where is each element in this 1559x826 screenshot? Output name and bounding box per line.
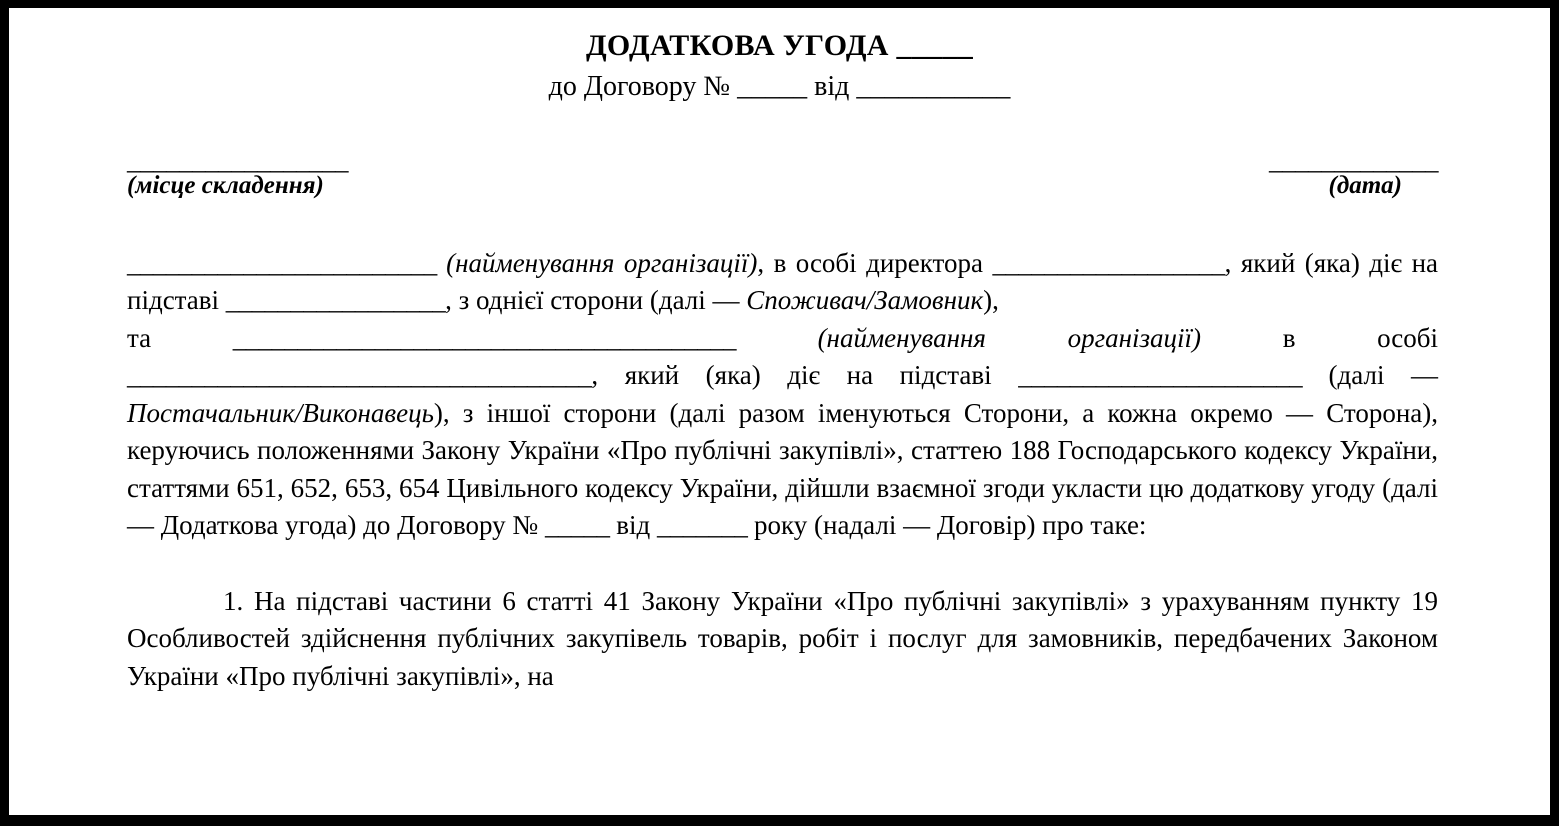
consumer-director-fill: __________________ xyxy=(992,247,1225,278)
supplier-text-3: (далі — xyxy=(1302,360,1438,391)
clause-item-1-text: На підставі частини 6 статті 41 Закону України «Про публічні закупівлі» з урахуванням пункту 19 Особливостей здійснення публічних закупівель товарів, робіт і послуг для замовників, передбачених Законом України «Про публічні закупівлі», на xyxy=(127,585,1438,691)
date-cell xyxy=(1269,146,1438,201)
supplier-text-4: ), з іншої сторони (далі разом іменуються Сторони, а кожна окремо — Сторона), керуючись положеннями Закону України «Про публічні закупівлі», статтею 188 Господарського кодексу України, статтями 651, 652, 653, 654 Цивільного кодексу України, дійшли взаємної згоди укласти цю додаткову угоду (далі — Додаткова угода) до Договору № xyxy=(127,397,1438,541)
page-subtitle: до Договору № _____ від ___________ xyxy=(548,70,1011,102)
consumer-text-4: ), xyxy=(983,285,999,316)
supplier-text-2: , який (яка) діє на підставі xyxy=(591,360,1019,391)
title-block xyxy=(9,8,1550,104)
contract-number-fill: _____ xyxy=(544,510,610,541)
supplier-person-fill: ____________________________________ xyxy=(127,360,592,391)
date-caption: (дата) xyxy=(1328,171,1402,199)
consumer-text-2: , який (яка) діє на підставі xyxy=(127,247,1439,316)
contract-date-fill: _______ xyxy=(656,510,748,541)
consumer-org-fill: ________________________ xyxy=(127,247,437,278)
consumer-text-1: , в особі директора xyxy=(757,247,993,278)
supplier-text-6: року (надалі — Договір) про таке: xyxy=(747,510,1147,541)
page-title: ДОДАТКОВА УГОДА _____ xyxy=(585,29,974,62)
place-caption: (місце складення) xyxy=(127,171,324,199)
supplier-text-1: в особі xyxy=(1201,322,1439,353)
consumer-text-3: , з однієї сторони (далі — xyxy=(445,285,747,316)
date-fill-line: _____________ xyxy=(1269,144,1438,175)
paragraph-supplier-party xyxy=(127,320,1438,545)
consumer-org-caption: (найменування організації) xyxy=(446,247,758,278)
place-cell xyxy=(127,146,348,201)
document-body xyxy=(9,245,1550,696)
supplier-basis-fill: ______________________ xyxy=(1018,360,1302,391)
clause-item-1-number: 1. xyxy=(223,585,244,616)
document-sheet xyxy=(9,8,1550,815)
supplier-org-fill: _______________________________________ xyxy=(232,322,736,353)
supplier-org-caption: (найменування організації) xyxy=(817,322,1202,353)
paragraph-consumer-party xyxy=(127,245,1438,320)
supplier-lead: та xyxy=(127,322,233,353)
clause-item-1 xyxy=(127,583,1438,696)
consumer-basis-fill: _________________ xyxy=(225,285,446,316)
meta-row xyxy=(9,146,1550,201)
consumer-role-label: Споживач/Замовник xyxy=(746,285,984,316)
supplier-role-label: Постачальник/Виконавець xyxy=(127,397,434,428)
place-fill-line: _________________ xyxy=(127,144,348,175)
supplier-text-5: від xyxy=(609,510,657,541)
